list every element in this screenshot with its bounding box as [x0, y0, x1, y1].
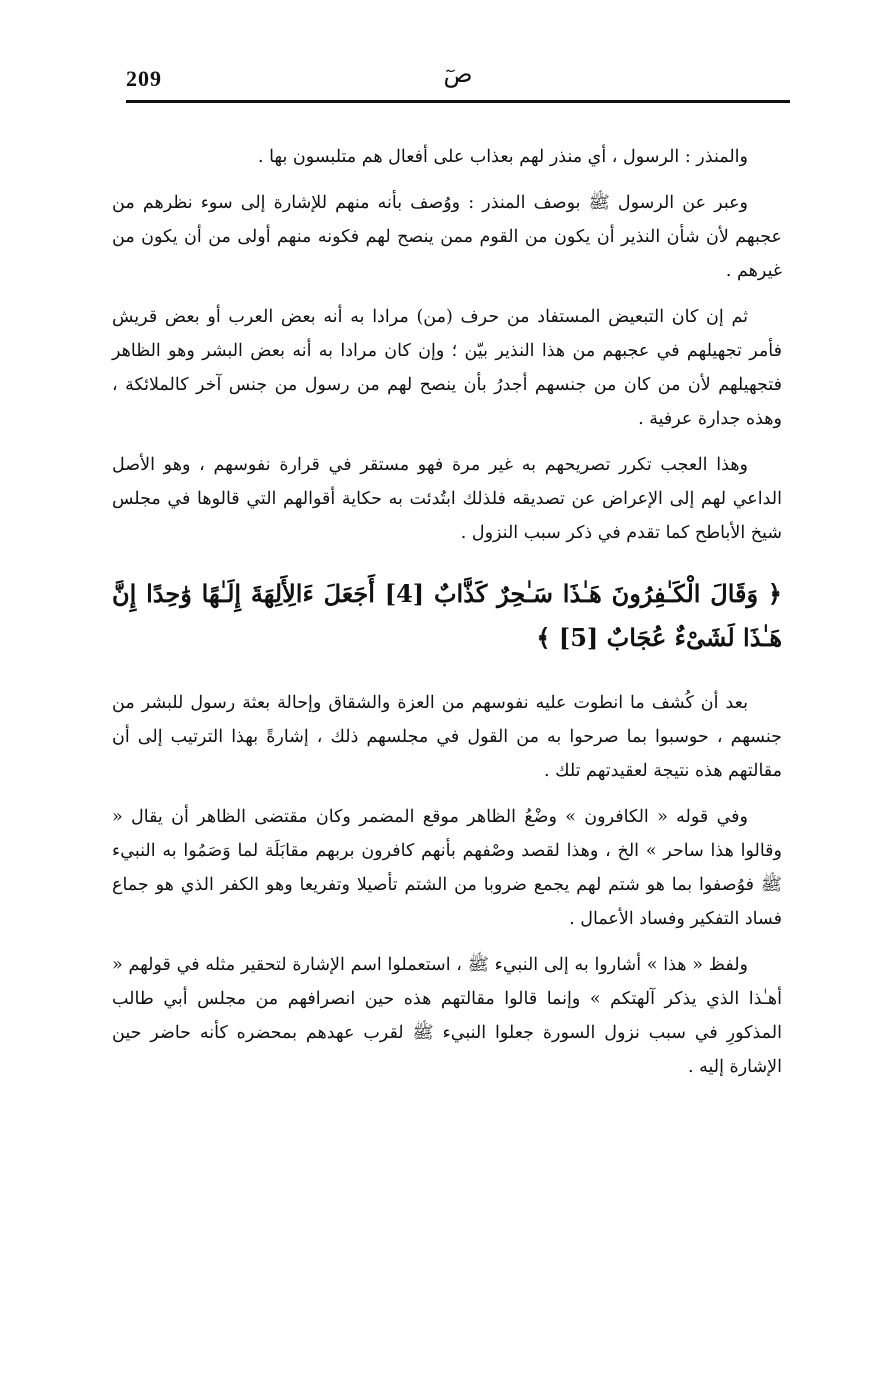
header-rule: [126, 100, 790, 103]
paragraph-6: وفي قوله « الكافرون » وضْعُ الظاهر موقع المضمر وكان مقتضى الظاهر أن يقال « وقالوا هذا ساحر » الخ ، وهذا لقصد وصْفهم بأنهم كافرون بربهم مقابَلَة لما وَصَمُوا به النبيء ﷺ فوُصفوا بما هو شتم لهم يجمع ضروبا من الشتم تأصيلا وتفريعا وهو الكفر الذي هو جماع فساد التفكير وفساد الأعمال .: [112, 807, 782, 929]
paragraph-5: بعد أن كُشف ما انطوت عليه نفوسهم من العزة والشقاق وإحالة بعثة رسول للبشر من جنسهم ، حوسبوا بما صرحوا به من القول في مجلسهم ذلك ، إشارةً بهذا الترتيب إلى أن مقالتهم هذه نتيجة لعقيدتهم تلك .: [112, 693, 782, 781]
paragraph-1: والمنذر : الرسول ، أي منذر لهم بعذاب على أفعال هم متلبسون بها .: [257, 147, 748, 167]
page-header: [126, 60, 790, 96]
page-body: [112, 140, 782, 1096]
surah-name: صٓ: [443, 60, 473, 88]
page-number: 209: [126, 66, 162, 91]
paragraph-7: ولفظ « هذا » أشاروا به إلى النبيء ﷺ ، استعملوا اسم الإشارة لتحقير مثله في قولهم « أهـٰذا الذي يذكر آلهتكم » وإنما قالوا مقالتهم هذه حين انصرافهم من مجلس أبي طالب المذكورِ في سبب نزول السورة جعلوا النبيء ﷺ لقرب عهدهم بمحضره كأنه حاضر حين الإشارة إليه .: [112, 955, 782, 1077]
paragraph-4: وهذا العجب تكرر تصريحهم به غير مرة فهو مستقر في قرارة نفوسهم ، وهو الأصل الداعي لهم إلى الإعراض عن تصديقه فلذلك ابتُدئت به حكاية أقوالهم التي قالوها في مجلس شيخ الأباطح كما تقدم في ذكر سبب النزول .: [112, 455, 782, 543]
paragraph-3: ثم إن كان التبعيض المستفاد من حرف (من) مرادا به أنه بعض العرب أو بعض قريش فأمر تجهيلهم في عجبهم من هذا النذير بيّن ؛ وإن كان مرادا به أنه بعض البشر وهو الظاهر فتجهيلهم لأن من كان من جنسهم أجدرُ بأن ينصح لهم من رسول من جنس آخر كالملائكة ، وهذه جدارة عرفية .: [112, 307, 782, 429]
quran-verse: ﴿ وَقَالَ الْكَـٰفِرُونَ هَـٰذَا سَـٰحِرٌ كَذَّابٌ [4] أَجَعَلَ ءَالِأَلِهَةَ إِلَـٰهًا وَٰحِدًا إِنَّ هَـٰذَا لَشَىْءٌ عُجَابٌ [5] ﴾: [112, 579, 782, 652]
paragraph-2: وعبر عن الرسول ﷺ بوصف المنذر : ووُصف بأنه منهم للإشارة إلى سوء نظرهم من عجبهم لأن شأن النذير أن يكون من القوم ممن ينصح لهم فكونه منهم أولى من أن يكون من غيرهم .: [112, 193, 782, 281]
